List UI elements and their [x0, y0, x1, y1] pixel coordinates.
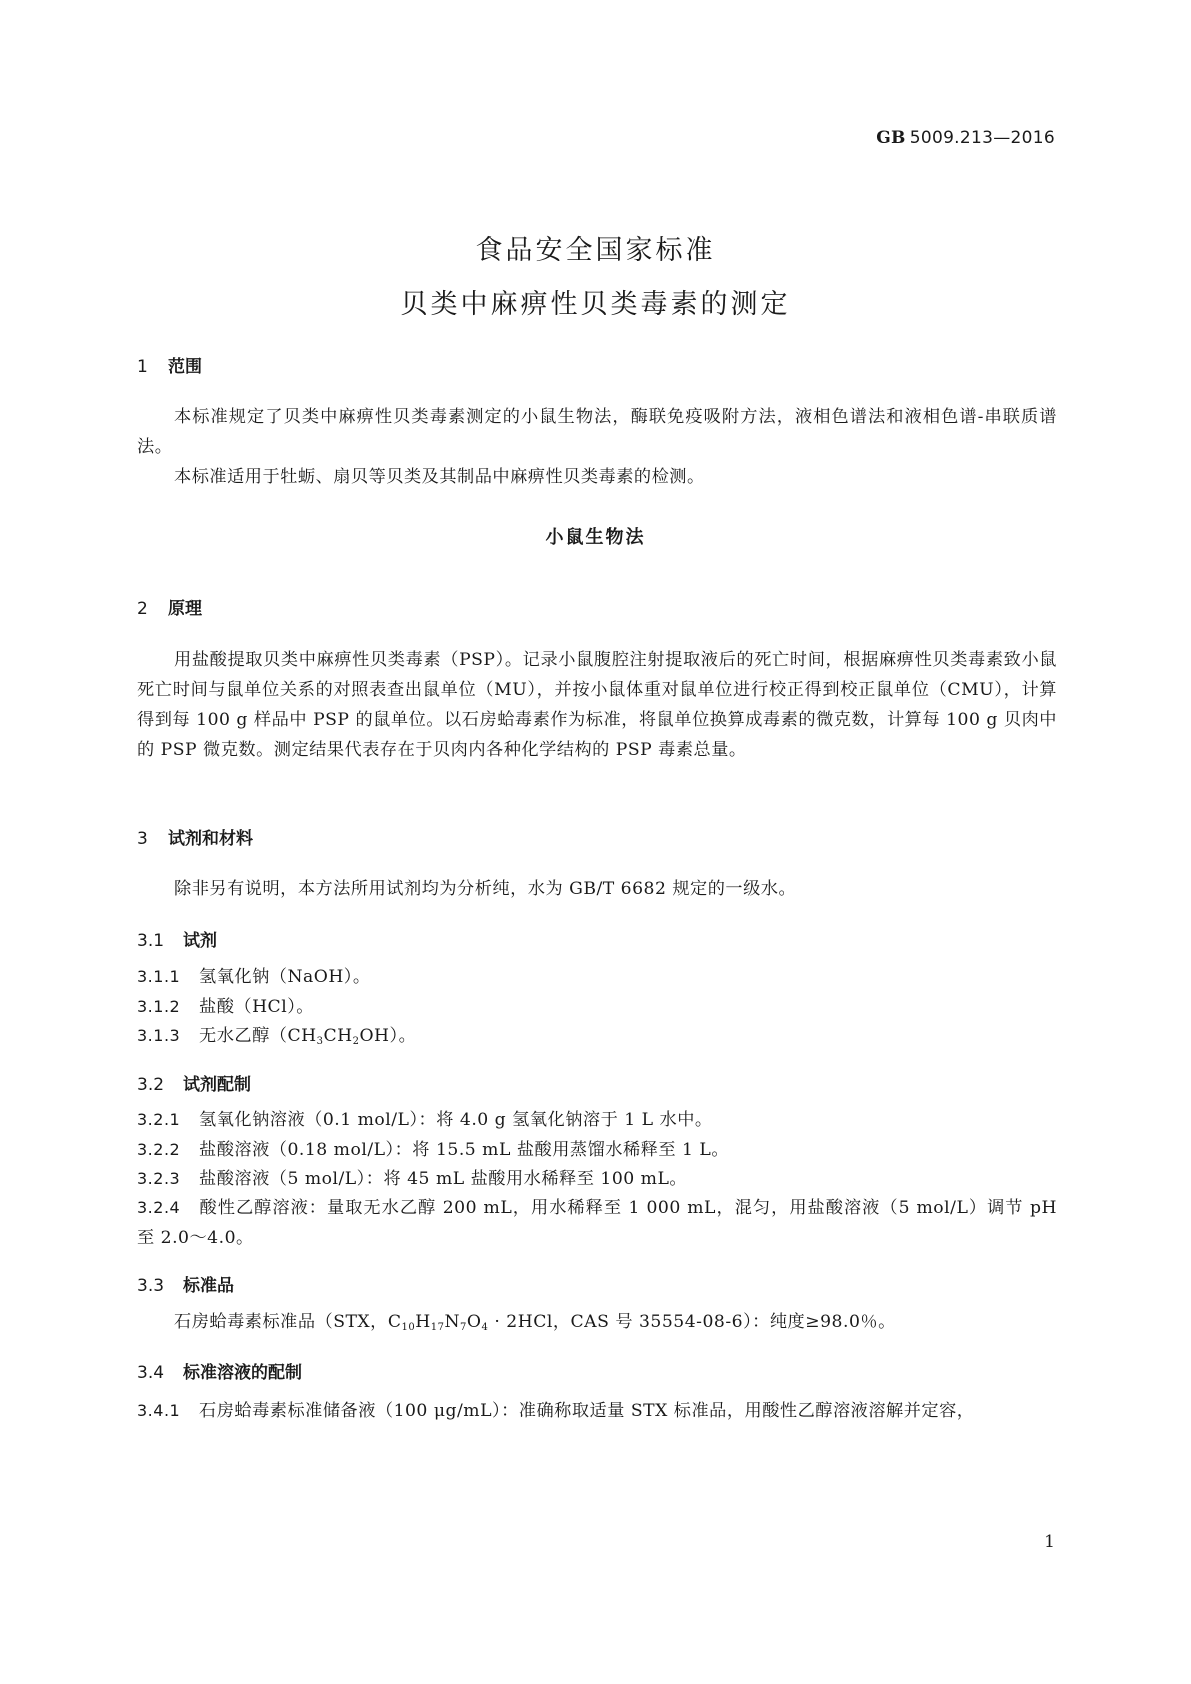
- section-heading-3: 3 试剂和材料: [137, 829, 253, 849]
- method-title: 小鼠生物法: [545, 527, 646, 548]
- paragraph: 本标准适用于牡蛎、扇贝等贝类及其制品中麻痹性贝类毒素的检测。: [174, 467, 705, 487]
- list-item: 3.2.4 酸性乙醇溶液：量取无水乙醇 200 mL，用水稀释至 1 000 mL，混匀，用盐酸溶液（5 mol/L）调节 pH 至 2.0～4.0。: [137, 1198, 1057, 1248]
- standard-code: 5009.213—2016: [909, 128, 1055, 148]
- standard-number: [876, 128, 1055, 148]
- section-heading-3-2: 3.2 试剂配制: [137, 1075, 251, 1095]
- paragraph: 石房蛤毒素标准品（STX，$C_{10}H_{17}N_7O_4 \cdot 2HCl$，CAS 号 35554-08-6）：纯度≥98.0％。: [174, 1312, 896, 1333]
- list-item: 3.1.1 氢氧化钠（NaOH）。: [137, 967, 371, 987]
- section-heading-3-4: 3.4 标准溶液的配制: [137, 1363, 302, 1383]
- list-item: 3.2.1 氢氧化钠溶液（0.1 mol/L）：将 4.0 g 氢氧化钠溶于 1 L 水中。: [137, 1110, 713, 1130]
- list-item: 3.1.2 盐酸（HCl）。: [137, 997, 314, 1017]
- list-item: 3.1.3 无水乙醇$(CH_3CH_2OH)$。: [137, 1026, 417, 1047]
- page-number: 1: [1044, 1532, 1055, 1552]
- document-title-line2: 贝类中麻痹性贝类毒素的测定: [400, 289, 791, 320]
- section-heading-2: 2 原理: [137, 599, 202, 619]
- section-heading-1: 1 范围: [137, 357, 202, 377]
- list-item: 3.2.3 盐酸溶液（5 mol/L）：将 45 mL 盐酸用水稀释至 100 mL。: [137, 1169, 688, 1189]
- paragraph: 除非另有说明，本方法所用试剂均为分析纯，水为 GB/T 6682 规定的一级水。: [174, 879, 797, 899]
- paragraph: 本标准规定了贝类中麻痹性贝类毒素测定的小鼠生物法，酶联免疫吸附方法，液相色谱法和液相色谱-串联质谱法。: [137, 407, 1057, 457]
- paragraph: 用盐酸提取贝类中麻痹性贝类毒素（PSP）。记录小鼠腹腔注射提取液后的死亡时间，根据麻痹性贝类毒素致小鼠死亡时间与鼠单位关系的对照表查出鼠单位（MU），并按小鼠体重对鼠单位进行校正得到校正鼠单位（CMU），计算得到每 100 g 样品中 PSP 的鼠单位。以石房蛤毒素作为标准，将鼠单位换算成毒素的微克数，计算每 100 g 贝肉中的 PSP 微克数。测定结果代表存在于贝肉内各种化学结构的 PSP 毒素总量。: [137, 650, 1057, 760]
- standard-prefix: GB: [876, 128, 906, 148]
- section-heading-3-3: 3.3 标准品: [137, 1276, 234, 1296]
- list-item: 3.2.2 盐酸溶液（0.18 mol/L）：将 15.5 mL 盐酸用蒸馏水稀释至 1 L。: [137, 1140, 730, 1160]
- list-item: 3.4.1 石房蛤毒素标准储备液（100 μg/mL）：准确称取适量 STX 标准品，用酸性乙醇溶液溶解并定容，: [137, 1401, 975, 1421]
- section-heading-3-1: 3.1 试剂: [137, 931, 217, 951]
- document-title-line1: 食品安全国家标准: [475, 235, 716, 266]
